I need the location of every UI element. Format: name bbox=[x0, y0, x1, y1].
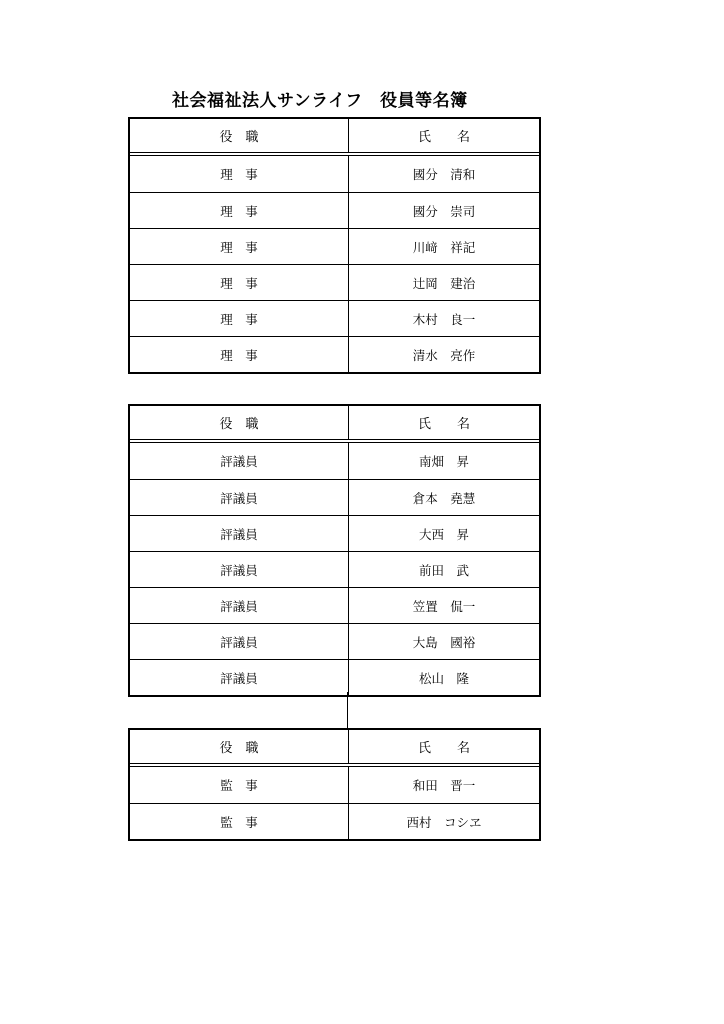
table-row bbox=[130, 551, 539, 587]
role-cell: 理 事 bbox=[130, 301, 349, 336]
name-cell: 木村 良一 bbox=[412, 311, 476, 327]
role-cell: 監 事 bbox=[130, 767, 349, 803]
table-row bbox=[130, 443, 539, 479]
role-column-header: 役 職 bbox=[130, 119, 349, 152]
role-column-header: 役 職 bbox=[130, 406, 349, 439]
name-cell: 國分 崇司 bbox=[412, 203, 476, 219]
name-column-header: 氏 名 bbox=[417, 741, 470, 756]
table-header-row bbox=[130, 119, 539, 156]
name-cell: 清水 亮作 bbox=[412, 347, 476, 363]
name-cell: 辻岡 建治 bbox=[412, 275, 476, 291]
role-cell: 評議員 bbox=[130, 588, 349, 623]
page-title: 社会福祉法人サンライフ 役員等名簿 bbox=[172, 91, 468, 111]
table-row bbox=[130, 192, 539, 228]
table-row bbox=[130, 659, 539, 695]
role-cell: 理 事 bbox=[130, 193, 349, 228]
name-cell: 和田 晋一 bbox=[412, 778, 476, 793]
role-cell: 理 事 bbox=[130, 337, 349, 372]
councilors-table bbox=[128, 404, 541, 697]
role-cell: 評議員 bbox=[130, 516, 349, 551]
role-cell: 理 事 bbox=[130, 229, 349, 264]
role-cell: 理 事 bbox=[130, 156, 349, 192]
role-cell: 評議員 bbox=[130, 443, 349, 479]
role-column-header: 役 職 bbox=[130, 730, 349, 763]
table-row bbox=[130, 479, 539, 515]
auditors-table bbox=[128, 728, 541, 841]
table-row bbox=[130, 228, 539, 264]
name-cell: 西村 コシヱ bbox=[406, 814, 482, 830]
role-cell: 評議員 bbox=[130, 660, 349, 695]
name-column-header: 氏 名 bbox=[417, 130, 470, 145]
directors-table bbox=[128, 117, 541, 374]
table-row bbox=[130, 515, 539, 551]
table-header-row bbox=[130, 406, 539, 443]
role-cell: 理 事 bbox=[130, 265, 349, 300]
table-row bbox=[130, 767, 539, 803]
name-cell: 笠置 侃一 bbox=[412, 598, 476, 614]
table-row bbox=[130, 336, 539, 372]
name-cell: 大西 昇 bbox=[418, 526, 469, 542]
role-cell: 評議員 bbox=[130, 624, 349, 659]
table-connector-line bbox=[347, 692, 348, 729]
name-cell: 前田 武 bbox=[418, 562, 469, 578]
name-cell: 倉本 堯慧 bbox=[412, 490, 476, 506]
role-cell: 評議員 bbox=[130, 552, 349, 587]
table-row bbox=[130, 623, 539, 659]
table-header-row bbox=[130, 730, 539, 767]
role-cell: 監 事 bbox=[130, 804, 349, 839]
table-row bbox=[130, 156, 539, 192]
name-cell: 南畑 昇 bbox=[418, 454, 469, 469]
name-cell: 川﨑 祥記 bbox=[412, 239, 476, 255]
role-cell: 評議員 bbox=[130, 480, 349, 515]
name-cell: 國分 清和 bbox=[412, 167, 476, 182]
table-row bbox=[130, 264, 539, 300]
name-cell: 大島 國裕 bbox=[412, 634, 476, 650]
name-column-header: 氏 名 bbox=[417, 417, 470, 432]
table-row bbox=[130, 300, 539, 336]
table-row bbox=[130, 803, 539, 839]
name-cell: 松山 隆 bbox=[418, 670, 469, 686]
table-row bbox=[130, 587, 539, 623]
